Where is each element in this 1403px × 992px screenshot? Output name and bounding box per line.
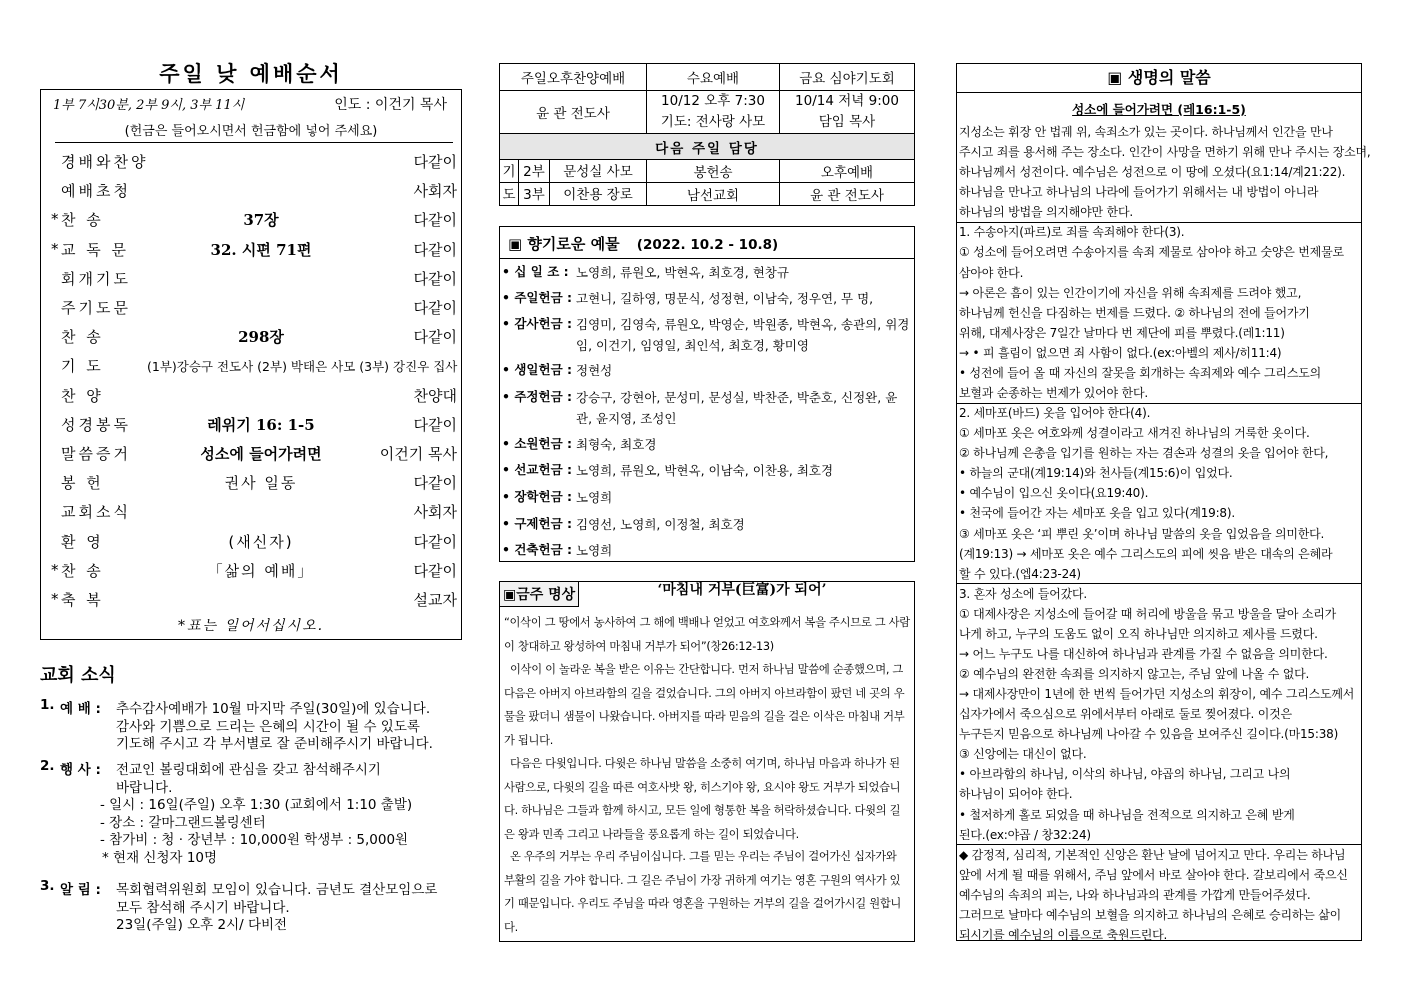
order-item [41, 381, 461, 410]
order-title: 주일 낮 예배순서 [159, 62, 343, 86]
sermon-line: ① 성소에 들어오려면 수송아지를 속죄 제물로 삼아야 하고 숫양은 번제물로 [959, 245, 1344, 260]
service-times: 1부 7시30분, 2부 9시, 3부 11시 [53, 98, 245, 113]
sermon-line: 하나님이 되어야 한다. [959, 787, 1073, 802]
offering-note: (헌금은 들어오시면서 헌금함에 넣어 주세요) [124, 124, 378, 139]
news-line: 감사와 기쁨으로 드리는 은혜의 시간이 될 수 있도록 [116, 718, 420, 735]
news-item [40, 878, 460, 935]
order-item-name: 찬 양 [61, 386, 104, 405]
order-item-name: 말씀증거 [61, 445, 131, 463]
order-item-name: 주기도문 [61, 299, 131, 317]
order-item-content: 37장 [243, 211, 279, 230]
order-item [41, 322, 461, 351]
order-footer: *표는 일어서십시오. [177, 618, 325, 634]
offering-type: • 생일헌금 : [502, 362, 572, 377]
news-line: 모두 참석해 주시기 바랍니다. [116, 899, 290, 916]
order-item-name: 찬 송 [61, 561, 104, 580]
required-stand-mark: * [51, 590, 59, 608]
order-item [41, 351, 461, 380]
order-item-content: 32. 시편 71편 [210, 240, 312, 259]
required-stand-mark: * [51, 210, 59, 229]
news-number: 2. [40, 758, 55, 774]
order-item-responsible: 다같이 [413, 532, 457, 551]
news-line: 기도해 주시고 각 부서별로 잘 준비해주시기 바랍니다. [116, 736, 433, 752]
duty-person: 문성실 사모 [563, 164, 633, 180]
sermon-line: • 아브라함의 하나님, 이삭의 하나님, 야곱의 하나님, 그리고 나의 [959, 767, 1291, 782]
meditation-paragraph: 이삭이 이 놀라운 복을 받은 이유는 간단합니다. 먼저 하나님 말씀에 순종했으며, 그 다음은 아버지 아브라함의 길을 걸었습니다. 그의 아버지 아브라함이 팠던 네 곳의 우물을 팠더니 샘물이 나왔습니다. 아버지를 따라 믿음의 길을 걸은 이삭은 마침내 거부가 됩니다. [504, 663, 905, 747]
offering-title [508, 233, 778, 254]
divider [500, 258, 914, 259]
news-line: 바랍니다. [116, 779, 173, 796]
meditation-paragraph: “이삭이 그 땅에서 농사하여 그 해에 백배나 얻었고 여호와께서 복을 주시므로 그 사람이 창대하고 왕성하여 마침내 거부가 되어”(창26:12-13) [504, 616, 910, 653]
duty-part: 2부 [519, 160, 550, 182]
order-item-name: 찬 송 [61, 328, 104, 347]
order-item-responsible: 다같이 [413, 269, 457, 288]
order-item-name: 봉 헌 [61, 474, 104, 493]
sermon-line: ① 세마포 옷은 여호와께 성결이라고 새겨진 하나님의 거룩한 옷이다. [959, 426, 1310, 441]
order-item [41, 147, 461, 176]
news-line: 목회협력위원회 모임이 있습니다. 금년도 결산모임으로 [116, 882, 438, 898]
schedule-header: 주일오후찬양예배 [500, 64, 647, 91]
sermon-line: 2. 세마포(바드) 옷을 입어야 한다(4). [959, 406, 1151, 421]
sermon-line: 1. 수송아지(파르)로 죄를 속죄해야 한다(3). [959, 225, 1185, 240]
sermon-line: 보혈과 순종하는 번제가 있어야 한다. [959, 385, 1148, 400]
offering-type: • 장학헌금 : [502, 489, 572, 504]
offering-type: • 구제헌금 : [502, 516, 572, 531]
sermon-line: → 어느 누구도 나를 대신하여 하나님과 관계를 가질 수 없음을 의미한다. [959, 646, 1328, 661]
news-line: 23일(주일) 오후 2시/ 다비전 [116, 917, 288, 933]
order-item-responsible: 다같이 [413, 474, 457, 493]
offering-names: 강승구, 강현아, 문성미, 문성실, 박찬준, 박춘호, 신정완, 윤 관, 윤지영, 조성인 [576, 390, 898, 426]
sermon-line: → • 피 흘림이 없으면 죄 사함이 없다.(ex:아벨의 제사/히11:4) [959, 345, 1282, 360]
sermon-line: ① 대제사장은 지성소에 들어갈 때 허리에 방울을 묶고 방울을 달아 소리가 [959, 606, 1337, 621]
meditation-box [499, 581, 915, 942]
order-item-content: 레위기 16: 1-5 [207, 415, 315, 434]
duty-cell: 남선교회 [647, 183, 780, 206]
order-item-responsible: 찬양대 [413, 386, 457, 405]
sermon-line: 위해, 대제사장은 7일간 날마다 번 제단에 피를 뿌렸다.(레1:11) [959, 325, 1285, 340]
news-line: - 일시 : 16일(주일) 오후 1:30 (교회에서 1:10 출발) [100, 797, 413, 813]
service-leader: 인도 : 이건기 목사 [334, 97, 447, 113]
sermon-line: ② 예수님의 완전한 속죄를 의지하지 않고는, 주님 앞에 나올 수 없다. [959, 667, 1310, 682]
order-item-responsible: 이건기 목사 [379, 445, 457, 463]
order-item-content: (새신자) [228, 532, 294, 551]
offering-type: • 주정헌금 : [502, 389, 572, 404]
duty-cell: 봉헌송 [647, 160, 780, 183]
sermon-line: 나게 하고, 누구의 도움도 없이 오직 하나님만 의지하고 제사를 드렸다. [959, 626, 1318, 641]
schedule-header: 수요예배 [647, 64, 780, 91]
order-item-responsible: 다같이 [413, 415, 457, 434]
church-news-title: 교회 소식 [40, 665, 116, 686]
schedule-cell [780, 91, 915, 134]
order-item-name: 성경봉독 [61, 415, 131, 434]
order-item [41, 439, 461, 468]
sermon-line: → 대제사장만이 1년에 한 번씩 들어가던 지성소의 휘장이, 예수 그리스도께서 [959, 687, 1355, 702]
offering-names: 고현니, 길하영, 명문식, 성정현, 이남숙, 정우연, 무 명, [576, 291, 874, 306]
meditation-title: ‘마침내 거부(巨富)가 되어’ [657, 582, 827, 598]
order-item [41, 527, 461, 556]
sermon-line: • 예수님이 입으신 옷이다(요19:40). [959, 486, 1149, 501]
sermon-line: 하나님을 만나고 하나님의 나라에 들어가기 위해서는 내 방법이 아니라 [959, 185, 1319, 200]
meditation-label: ▣금주 명상 [500, 582, 579, 607]
schedule-cell-line: 10/14 저녁 9:00 [795, 93, 899, 109]
offering-names: 노영희 [576, 543, 613, 558]
order-item-responsible: 다같이 [413, 153, 457, 171]
schedule-header: 금요 심야기도회 [780, 64, 915, 91]
order-item-name: 찬 송 [61, 211, 104, 230]
order-item [41, 264, 461, 293]
order-item-content: 성소에 들어가려면 [200, 445, 322, 463]
sermon-line: 예수님의 속죄의 피는, 나와 하나님과의 관계를 가깝게 만들어주셨다. [959, 887, 1311, 902]
offering-type: • 소원헌금 : [502, 436, 572, 451]
sermon-line: 십자가에서 죽으심으로 위에서부터 아래로 둘로 찢어졌다. 이것은 [959, 707, 1292, 722]
sermon-line: 하나님께 헌신을 다짐하는 번제를 드렸다. ② 하나님의 전에 들어가기 [959, 305, 1310, 320]
offering-names: 노영희 [576, 490, 613, 505]
order-item-name: 회개기도 [61, 269, 131, 288]
duty-side-label: 도 [500, 183, 519, 205]
order-item-responsible: 다같이 [413, 240, 457, 259]
order-item-name: 환 영 [61, 532, 104, 551]
order-item-content: 「삶의 예배」 [207, 561, 315, 580]
sermon-line: 된다.(ex:야곱 / 창32:24) [959, 827, 1091, 842]
offering-type: • 선교헌금 : [502, 462, 572, 477]
sermon-line: ◆ 감정적, 심리적, 기본적인 신앙은 환난 날에 넘어지고 만다. 우리는 하나님 [959, 847, 1346, 862]
news-label: 예 배 : [60, 701, 101, 717]
worship-order-box [40, 89, 462, 640]
order-item-name: 교 독 문 [61, 240, 130, 259]
order-item-content: 권사 일동 [224, 474, 298, 493]
order-item [41, 176, 461, 205]
service-schedule-table [499, 63, 915, 206]
order-item-content: (1부)강승구 전도사 (2부) 박태은 사모 (3부) 강진우 집사 [147, 359, 458, 375]
offering-names: 최형숙, 최호경 [576, 437, 657, 452]
order-item-name: 교회소식 [61, 503, 131, 522]
sermon-line: ③ 신앙에는 대신이 없다. [959, 747, 1087, 762]
offering-names: 노영희, 류원오, 박현옥, 최호경, 현창규 [576, 265, 789, 280]
sermon-line: → 아론은 흠이 있는 인간이기에 자신을 위해 속죄제를 드려야 했고, [959, 285, 1302, 300]
duty-side-label: 기 [500, 160, 519, 182]
order-item [41, 293, 461, 322]
required-stand-mark: * [51, 239, 59, 258]
meditation-paragraph: 온 우주의 거부는 우리 주님이십니다. 그를 믿는 우리는 주님이 걸어가신 십자가와 부활의 길을 가야 합니다. 그 길은 주님이 가장 귀하게 여기는 영혼 구원의 역사가 있기 때문입니다. 우리도 주님을 따라 영혼을 구원하는 거부의 길을 걸어가시길 원합니다. [504, 850, 902, 934]
sermon-line: 할 수 있다.(엡4:23-24) [959, 566, 1081, 581]
sermon-line: 지성소는 휘장 안 법궤 위, 속죄소가 있는 곳이다. 하나님께서 인간을 만나 [959, 125, 1333, 139]
schedule-cell-line: 10/12 오후 7:30 [661, 93, 765, 109]
order-item-responsible: 사회자 [413, 182, 457, 201]
offering-type: • 주일헌금 : [502, 290, 572, 305]
sermon-line: 그러므로 날마다 예수님의 보혈을 의지하고 하나님의 은혜로 승리하는 삶이 [959, 907, 1342, 922]
offering-names: 김영선, 노영희, 이정철, 최호경 [576, 517, 745, 532]
offering-title-text: ▣ 향기로운 예물 [508, 235, 620, 253]
sermon-line: 하나님께서 성전이다. 예수님은 성전으로 이 땅에 오셨다(요1:14/계21:22). [959, 165, 1346, 180]
order-item-responsible: 사회자 [413, 503, 457, 522]
order-item [41, 497, 461, 526]
sermon-subtitle [957, 100, 1361, 118]
sermon-line: ② 하나님께 은총을 입기를 원하는 자는 겸손과 성결의 옷을 입어야 한다, [959, 446, 1329, 461]
offering-names: 정현성 [576, 363, 613, 378]
offering-names: 김영미, 김영숙, 류원오, 박영순, 박원종, 박현옥, 송관의, 위경임, 이건기, 임영일, 최인석, 최호경, 황미영 [576, 317, 910, 353]
schedule-cell-line: 담임 목사 [818, 114, 876, 130]
news-item [40, 697, 460, 754]
duty-cell: 윤 관 전도사 [780, 183, 915, 206]
duty-person: 이찬용 장로 [563, 187, 633, 203]
order-item-name: 경배와찬양 [61, 153, 149, 171]
schedule-cell [647, 91, 780, 134]
news-line: 추수감사예배가 10월 마지막 주일(30일)에 있습니다. [116, 701, 431, 717]
order-item [41, 585, 461, 614]
sermon-line: • 천국에 들어간 자는 세마포 옷을 입고 있다(계19:8). [959, 506, 1235, 521]
order-item [41, 556, 461, 585]
order-item-content: 298장 [238, 328, 284, 347]
sermon-line: • 하늘의 군대(계19:14)와 천사들(계15:6)이 입었다. [959, 466, 1233, 481]
next-week-title: 다음 주일 담당 [500, 134, 915, 160]
order-item-responsible: 다같이 [413, 561, 457, 580]
news-label: 알 림 : [60, 882, 101, 898]
sermon-line: 되시기를 예수님의 이름으로 축원드린다. [959, 928, 1168, 942]
sermon-title: ▣ 생명의 말씀 [957, 64, 1361, 93]
sermon-line: 누구든지 믿음으로 하나님께 나아갈 수 있음을 보여주신 길이다.(마15:38) [959, 727, 1339, 742]
sermon-line: • 성전에 들어 올 때 자신의 잘못을 회개하는 속죄제와 예수 그리스도의 [959, 365, 1322, 380]
order-item-name: 기 도 [61, 357, 104, 376]
news-item [40, 758, 460, 867]
order-item-responsible: 다같이 [413, 299, 457, 317]
offering-type: • 감사헌금 : [502, 316, 572, 331]
offering-box [499, 226, 915, 562]
offering-type: • 십 일 조 : [502, 264, 569, 279]
order-item-name: 축 복 [61, 591, 104, 609]
news-number: 3. [40, 878, 55, 894]
news-line: 전교인 볼링대회에 관심을 갖고 참석해주시기 [116, 762, 381, 778]
sermon-line: ③ 세마포 옷은 ‘피 뿌린 옷’이며 하나님 말씀의 옷을 입었음을 의미한다. [959, 526, 1325, 541]
news-line: - 장소 : 갈마그랜드볼링센터 [100, 814, 266, 831]
order-item [41, 468, 461, 497]
meditation-paragraph: 다음은 다윗입니다. 다윗은 하나님 말씀을 소중히 여기며, 하나님 마음과 하나가 된 사람으로, 다윗의 길을 따른 여호사밧 왕, 히스기야 왕, 요시야 왕도 거부가 되었습니다. 하나님은 그들과 함께 하시고, 모든 일에 형통한 복을 허락하셨습니다. 다윗의 길은 왕과 민족 그리고 나라들을 풍요롭게 하는 길이 되었습니다. [504, 757, 901, 841]
required-stand-mark: * [51, 560, 59, 579]
sermon-line: 주시고 죄를 용서해 주는 장소다. 인간이 사망을 면하기 위해 만나 주시는 장소며, [959, 145, 1371, 160]
offering-type: • 건축헌금 : [502, 542, 572, 557]
order-item-responsible: 다같이 [413, 211, 457, 230]
sermon-subtitle-text: 성소에 들어가려면 (레16:1-5) [1072, 102, 1246, 117]
sermon-line: 삼아야 한다. [959, 265, 1024, 280]
sermon-line: (계19:13) → 세마포 옷은 예수 그리스도의 피에 씻음 받은 대속의 은혜라 [959, 546, 1333, 561]
sermon-line: 3. 혼자 성소에 들어갔다. [959, 586, 1088, 601]
news-line: - 참가비 : 청 · 장년부 : 10,000원 학생부 : 5,000원 [100, 832, 409, 848]
order-item [41, 205, 461, 234]
news-number: 1. [40, 697, 55, 713]
sermon-line: 앞에 서게 될 때를 위해서, 주님 앞에서 바로 살아야 한다. 갈보리에서 죽으신 [959, 867, 1348, 882]
sermon-line: • 철저하게 홀로 되었을 때 하나님을 전적으로 의지하고 은혜 받게 [959, 807, 1295, 822]
news-line: * 현재 신청자 10명 [102, 849, 218, 866]
order-item-responsible: 다같이 [413, 328, 457, 347]
duty-part: 3부 [519, 183, 550, 205]
divider [55, 142, 453, 143]
order-item [41, 235, 461, 264]
schedule-cell-line: 기도: 전사랑 사모 [660, 114, 766, 130]
offering-names: 노영희, 류원오, 박현옥, 이남숙, 이찬용, 최호경 [576, 463, 834, 478]
schedule-cell: 윤 관 전도사 [500, 91, 647, 134]
news-label: 행 사 : [60, 762, 101, 778]
sermon-line: 하나님의 방법을 의지해야만 한다. [959, 205, 1133, 220]
duty-cell: 오후예배 [780, 160, 915, 183]
order-item-responsible: 설교자 [413, 591, 457, 609]
order-item-name: 예배초청 [61, 182, 131, 201]
sermon-box [956, 63, 1371, 942]
order-item [41, 410, 461, 439]
offering-period: (2022. 10.2 - 10.8) [636, 237, 779, 253]
